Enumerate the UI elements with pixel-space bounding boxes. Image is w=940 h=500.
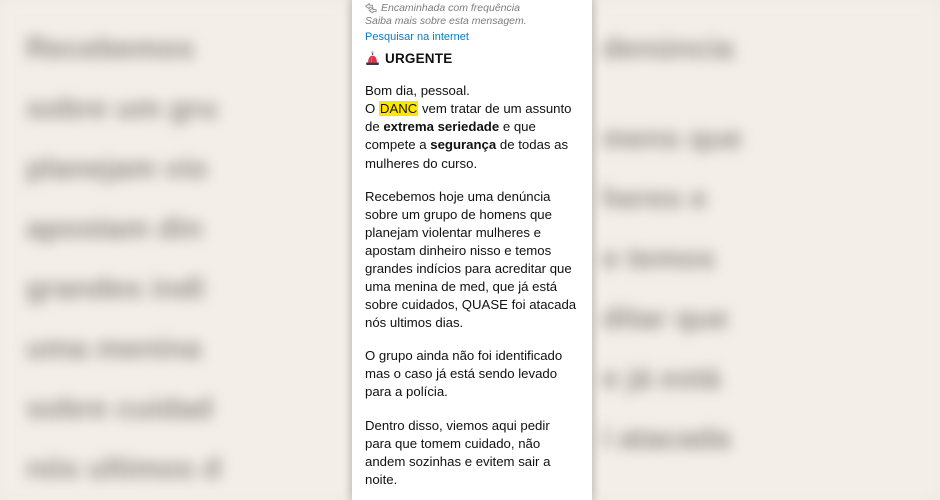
bold-extrema-seriedade: extrema seriedade bbox=[383, 119, 500, 135]
learn-more-text: Saiba mais sobre esta mensagem. bbox=[365, 15, 527, 27]
background-text-line: uma menina bbox=[26, 332, 202, 365]
background-text-line: ditar que bbox=[602, 302, 729, 335]
intro-conjunction: e que compete a bbox=[365, 119, 536, 153]
intro-suffix: de todas as mulheres do curso. bbox=[365, 137, 569, 171]
background-text-line: Recebemos bbox=[26, 32, 195, 65]
message-paragraph-2: Recebemos hoje uma denúncia sobre um grupo de homens que planejam violentar mulheres e apostam dinheiro nisso e temos grandes indícios para acreditar que uma menina de med, que já está sobre cuidados, QUASE foi atacada nós ultimos dias. bbox=[365, 188, 577, 331]
background-text-line: grandes indí bbox=[26, 272, 205, 305]
forwarded-frequently-text: Encaminhada com frequência bbox=[381, 2, 520, 14]
urgent-label: URGENTE bbox=[385, 51, 453, 67]
background-text-line: apostam din bbox=[26, 212, 203, 245]
search-internet-link[interactable]: Pesquisar na internet bbox=[365, 31, 469, 44]
bold-seguranca: segurança bbox=[430, 137, 497, 153]
siren-emoji-icon bbox=[365, 51, 380, 66]
message-panel bbox=[352, 0, 592, 500]
background-text-line: e temos bbox=[602, 242, 716, 275]
background-blurred-left bbox=[0, 0, 352, 500]
forwarded-frequently-label bbox=[365, 2, 579, 14]
intro-prefix: O bbox=[365, 101, 379, 117]
background-text-line: e já está bbox=[602, 362, 721, 395]
message-paragraph-3: O grupo ainda não foi identificado mas o caso já está sendo levado para a polícia. bbox=[365, 348, 563, 400]
background-text-line: sobre um gru bbox=[26, 92, 218, 125]
panel-scrollbar[interactable] bbox=[588, 0, 591, 210]
message-paragraph-4: Dentro disso, viemos aqui pedir para que tomem cuidado, não andem sozinhas e evitem sair a noite. bbox=[365, 417, 551, 487]
background-text-line: mens que bbox=[602, 122, 743, 155]
background-text-line: i atacada bbox=[602, 422, 731, 455]
background-text-line: heres e bbox=[602, 182, 708, 215]
message-body bbox=[365, 82, 579, 489]
background-text-line: sobre cuidad bbox=[26, 392, 213, 425]
intro-middle: vem tratar de um assunto de bbox=[365, 101, 572, 135]
highlighted-acronym: DANC bbox=[379, 101, 418, 117]
background-text-line: planejam vio bbox=[26, 152, 208, 185]
background-text-line: denúncia bbox=[602, 32, 734, 65]
greeting-text: Bom dia, pessoal. bbox=[365, 83, 470, 99]
background-blurred-right bbox=[592, 0, 940, 500]
forward-arrows-icon bbox=[365, 3, 377, 13]
background-text-line: nós ultimos d bbox=[26, 452, 221, 485]
urgent-heading bbox=[365, 51, 579, 66]
message-paragraph-1 bbox=[365, 82, 579, 172]
